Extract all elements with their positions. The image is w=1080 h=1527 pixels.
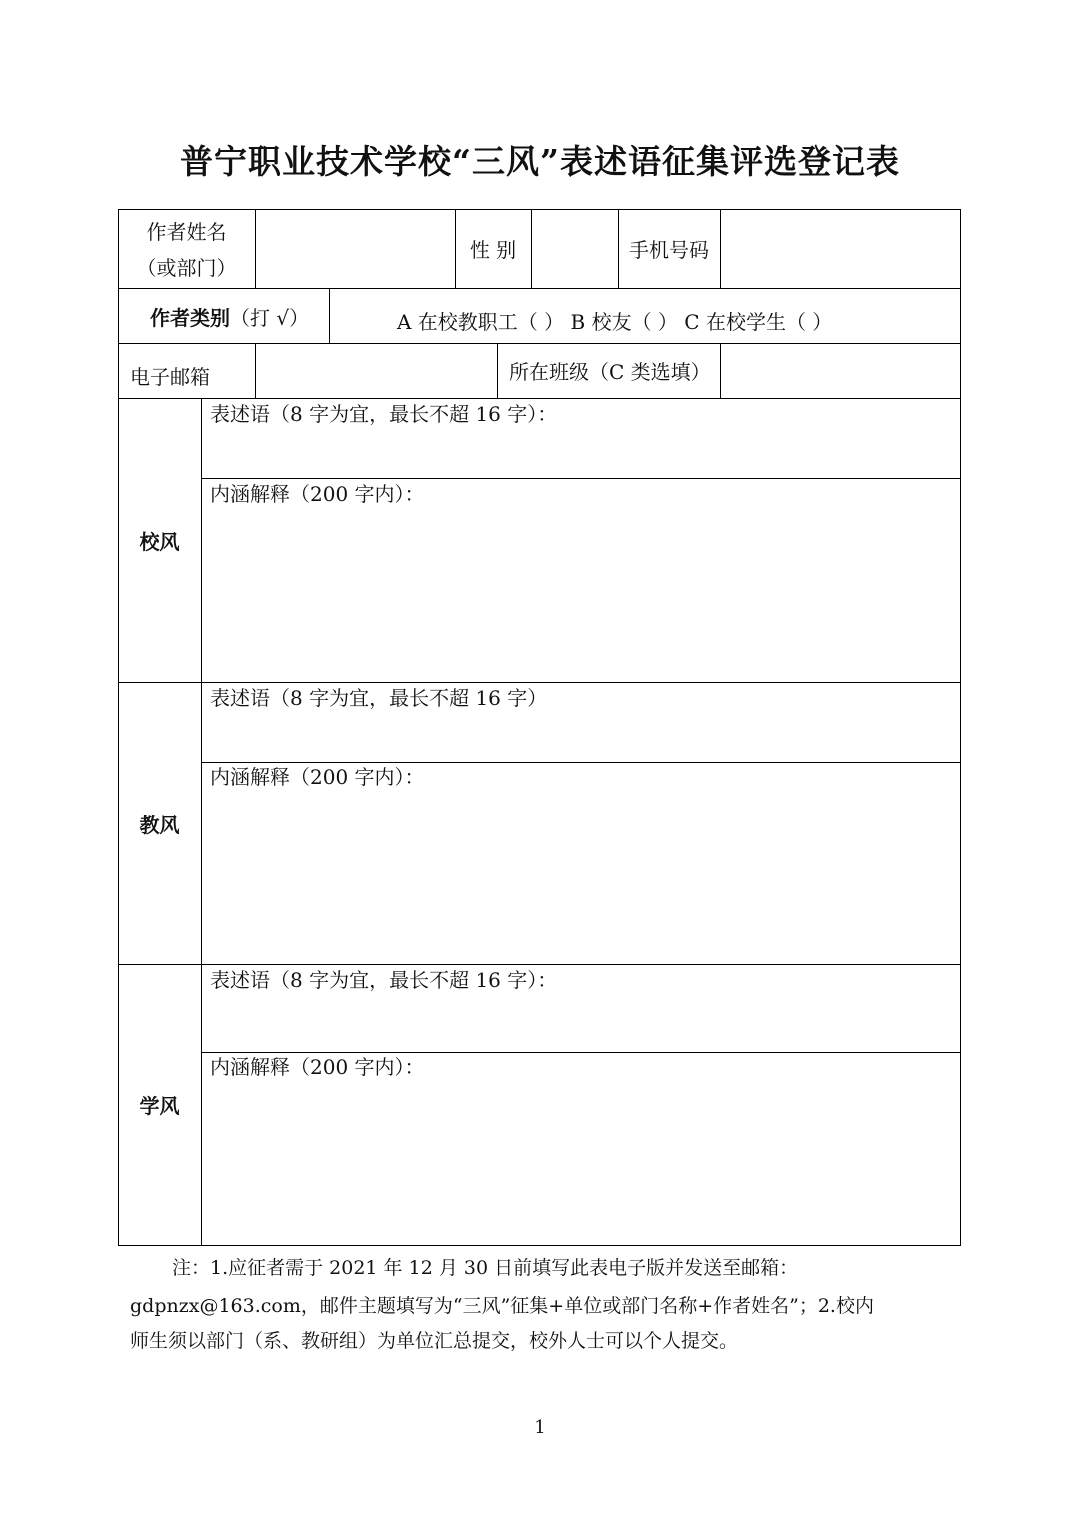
slogan-field-study-ethos[interactable] [203, 996, 959, 1050]
subrow-divider [201, 1052, 961, 1053]
col-divider [497, 343, 498, 398]
author-name-field[interactable] [257, 211, 453, 286]
author-dept-label: （或部门） [136, 256, 237, 280]
slogan-field-teaching-ethos[interactable] [203, 714, 959, 760]
section-divider [118, 682, 961, 683]
meaning-label: 内涵解释（200 字内）： [210, 482, 425, 506]
col-divider [720, 209, 721, 288]
class-label: 所在班级（C 类选填） [509, 360, 711, 384]
slogan-label: 表述语（8 字为宜，最长不超 16 字）： [210, 968, 558, 992]
note-line-1: 注：1.应征者需于 2021 年 12 月 30 日前填写此表电子版并发送至邮箱： [172, 1257, 799, 1279]
category-label [150, 308, 309, 328]
section-label-school-ethos: 校风 [139, 530, 180, 554]
email-field[interactable] [257, 345, 495, 396]
note-line-2: gdpnzx@163.com，邮件主题填写为“三风”征集+单位或部门名称+作者姓名”；2.校内 [130, 1295, 874, 1317]
email-label: 电子邮箱 [130, 365, 210, 389]
meaning-field-study-ethos[interactable] [203, 1083, 959, 1244]
col-divider [255, 209, 256, 288]
category-hint: （打 √） [230, 306, 310, 330]
row-divider [118, 288, 961, 289]
meaning-label: 内涵解释（200 字内）： [210, 1055, 425, 1079]
col-divider [255, 343, 256, 398]
meaning-field-teaching-ethos[interactable] [203, 793, 959, 962]
note-line-3: 师生须以部门（系、教研组）为单位汇总提交，校外人士可以个人提交。 [130, 1330, 739, 1352]
class-field[interactable] [722, 345, 959, 396]
label-col-divider [201, 398, 202, 1246]
form-title: 普宁职业技术学校“三风”表述语征集评选登记表 [180, 142, 900, 181]
section-divider [118, 964, 961, 965]
category-options[interactable]: A 在校教职工（ ） B 校友（ ） C 在校学生（ ） [397, 310, 833, 334]
phone-field[interactable] [722, 211, 959, 286]
subrow-divider [201, 478, 961, 479]
row-divider [118, 398, 961, 399]
gender-label: 性 别 [469, 238, 517, 262]
slogan-field-school-ethos[interactable] [203, 430, 959, 476]
meaning-label: 内涵解释（200 字内）： [210, 765, 425, 789]
category-label-text: 作者类别 [150, 306, 230, 330]
col-divider [531, 209, 532, 288]
slogan-label: 表述语（8 字为宜，最长不超 16 字）： [210, 402, 558, 426]
page-number: 1 [534, 1417, 546, 1438]
col-divider [720, 343, 721, 398]
section-label-teaching-ethos: 教风 [139, 813, 180, 837]
slogan-label: 表述语（8 字为宜，最长不超 16 字） [210, 686, 548, 710]
phone-label: 手机号码 [629, 238, 709, 262]
author-name-label: 作者姓名 [146, 220, 227, 244]
col-divider [329, 288, 330, 343]
section-label-study-ethos: 学风 [139, 1094, 180, 1118]
row-divider [118, 343, 961, 344]
meaning-field-school-ethos[interactable] [203, 510, 959, 680]
subrow-divider [201, 762, 961, 763]
gender-field[interactable] [533, 211, 616, 286]
